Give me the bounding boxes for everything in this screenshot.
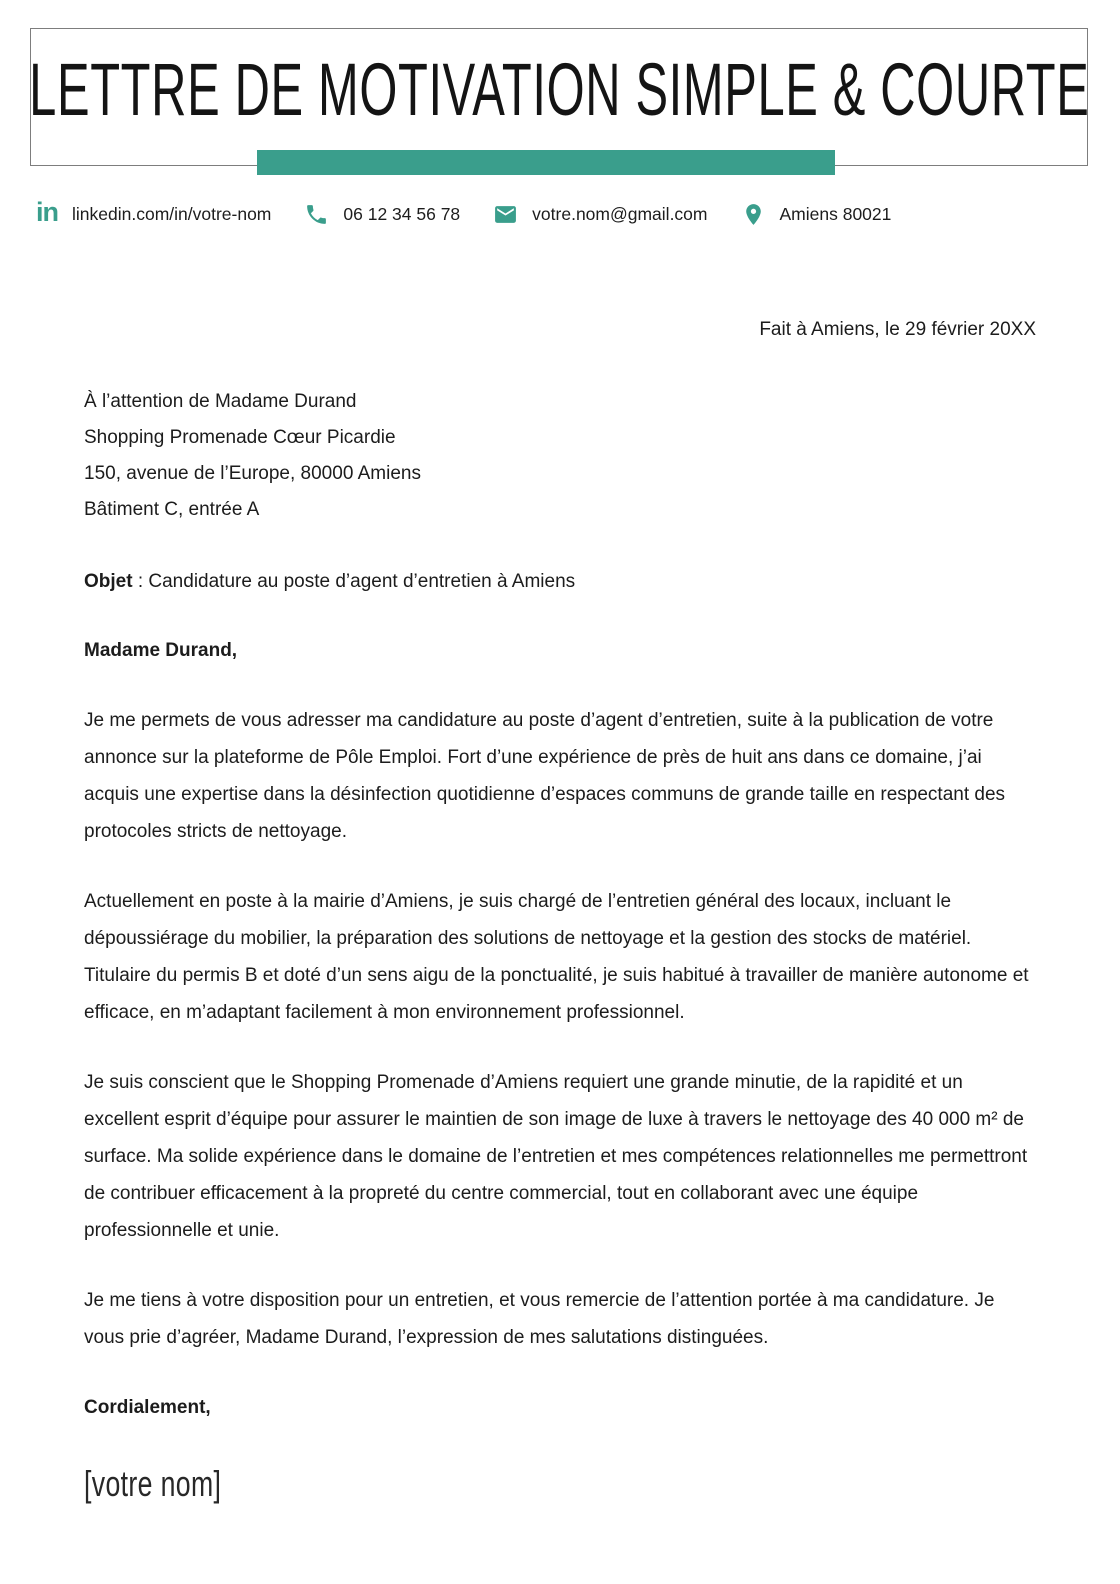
subject-text: : Candidature au poste d’agent d’entretien à Amiens — [132, 571, 576, 592]
paragraph-1: Je me permets de vous adresser ma candidature au poste d’agent d’entretien, suite à la publication de votre annonce sur la plateforme de Pôle Emploi. Fort d’une expérience de près de huit ans dans ce domaine, j’ai acquis une expertise dans la désinfection quotidienne d’espaces communs de grande taille en respectant des protocoles stricts de nettoyage. — [84, 710, 1006, 842]
accent-bar — [257, 150, 835, 175]
closing: Cordialement, — [84, 1397, 211, 1418]
linkedin-handle: linkedin.com/in/votre-nom — [72, 203, 272, 224]
contact-phone — [304, 202, 460, 227]
phone-icon — [304, 202, 329, 227]
subject-line — [84, 564, 1036, 600]
page-title: LETTRE DE MOTIVATION SIMPLE & COURTE — [28, 47, 1090, 131]
contact-location — [741, 202, 892, 227]
location-pin-icon — [741, 202, 766, 227]
contact-row — [36, 196, 1086, 232]
recipient-line: À l’attention de Madame Durand — [84, 391, 357, 412]
phone-number: 06 12 34 56 78 — [343, 203, 461, 224]
recipient-block — [84, 384, 1036, 528]
recipient-line: Bâtiment C, entrée A — [84, 499, 260, 520]
location-text: Amiens 80021 — [779, 203, 892, 224]
paragraph-2: Actuellement en poste à la mairie d’Amiens, je suis chargé de l’entretien général des locaux, incluant le dépoussiérage du mobilier, la préparation des solutions de nettoyage et la gestion des stocks de matériel. Titulaire du permis B et doté d’un sens aigu de la ponctualité, je suis habitué à travailler de manière autonome et efficace, en m’adaptant facilement à mon environnement professionnel. — [84, 891, 1029, 1023]
paragraph-3: Je suis conscient que le Shopping Promenade d’Amiens requiert une grande minutie, de la rapidité et un excellent esprit d’équipe pour assurer le maintien de son image de luxe à travers le nettoyage des 40 000 m² de surface. Ma solide expérience dans le domaine de l’entretien et mes compétences relationnelles me permettront de contribuer efficacement à la propreté du centre commercial, tout en collaborant avec une équipe professionnelle et unie. — [84, 1072, 1028, 1241]
header-box — [30, 28, 1088, 166]
envelope-icon — [493, 202, 518, 227]
date-line: Fait à Amiens, le 29 février 20XX — [759, 319, 1036, 340]
contact-email — [493, 202, 707, 227]
paragraph-4: Je me tiens à votre disposition pour un entretien, et vous remercie de l’attention portée à ma candidature. Je vous prie d’agréer, Madame Durand, l’expression de mes salutations distinguées. — [84, 1290, 995, 1348]
contact-linkedin — [36, 196, 272, 228]
subject-label: Objet — [84, 571, 133, 592]
email-address: votre.nom@gmail.com — [532, 203, 708, 224]
letter-content — [84, 312, 1036, 1502]
recipient-line: Shopping Promenade Cœur Picardie — [84, 427, 396, 448]
signature-placeholder: [votre nom] — [84, 1463, 222, 1504]
linkedin-icon: in — [36, 196, 58, 227]
salutation: Madame Durand, — [84, 640, 238, 661]
recipient-line: 150, avenue de l’Europe, 80000 Amiens — [84, 463, 421, 484]
